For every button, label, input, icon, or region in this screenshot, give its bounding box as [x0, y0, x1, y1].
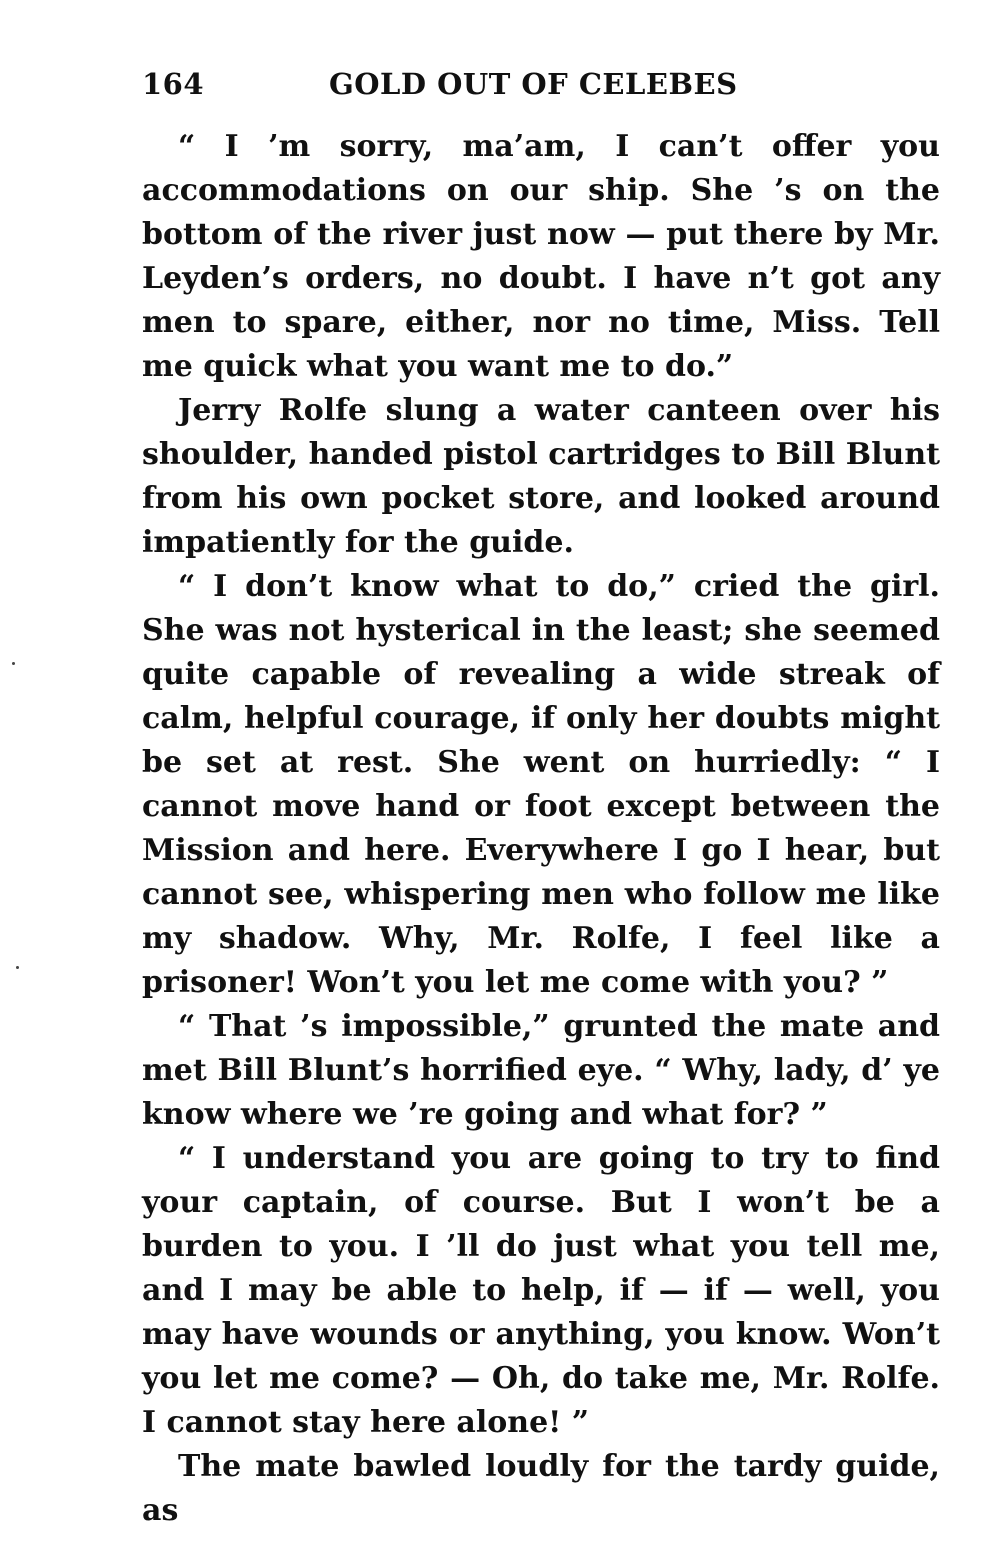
body-text — [142, 125, 940, 1533]
scan-speck — [12, 662, 15, 665]
scan-speck — [16, 966, 19, 969]
paragraph-5: “ I understand you are going to try to find your captain, of course. But I won’t be a burden to you. I ’ll do just what you tell me, and I may be able to help, if — if — well, you may have wounds or anything, you know. Won’t you let me come? — Oh, do take me, Mr. Rolfe. I cannot stay here alone! ” — [142, 1141, 940, 1440]
running-head — [142, 62, 942, 106]
paragraph-2: Jerry Rolfe slung a water canteen over his shoulder, handed pistol cartridges to Bill Blunt from his own pocket store, and looked around impatiently for the guide. — [142, 393, 940, 560]
paragraph-6: The mate bawled loudly for the tardy guide, as — [142, 1449, 940, 1528]
book-title: GOLD OUT OF CELEBES — [329, 67, 738, 101]
page-number: 164 — [142, 67, 205, 101]
paragraph-1: “ I ’m sorry, ma’am, I can’t offer you accommodations on our ship. She ’s on the bottom of the river just now — put there by Mr. Leyden’s orders, no doubt. I have n’t got any men to spare, either, nor no time, Miss. Tell me quick what you want me to do.” — [142, 129, 940, 384]
paragraph-3: “ I don’t know what to do,” cried the girl. She was not hysterical in the least; she seemed quite capable of revealing a wide streak of calm, helpful courage, if only her doubts might be set at rest. She went on hurriedly: “ I cannot move hand or foot except between the Mission and here. Everywhere I go I hear, but cannot see, whispering men who follow me like my shadow. Why, Mr. Rolfe, I feel like a prisoner! Won’t you let me come with you? ” — [142, 569, 940, 1000]
paragraph-4: “ That ’s impossible,” grunted the mate and met Bill Blunt’s horrified eye. “ Why, lady, d’ ye know where we ’re going and what for? ” — [142, 1009, 940, 1132]
